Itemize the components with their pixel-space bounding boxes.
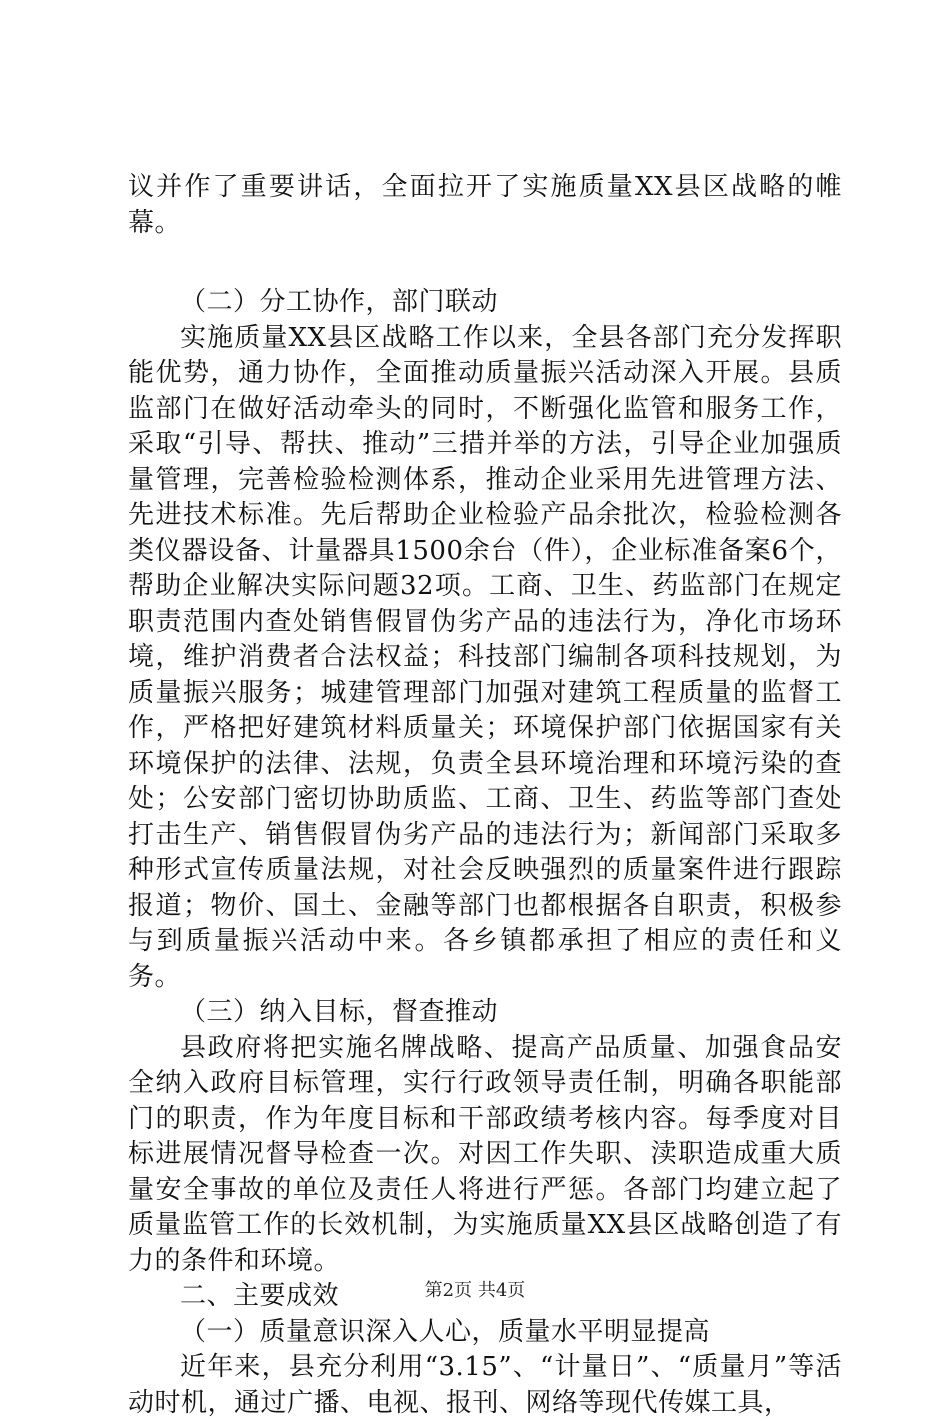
paragraph-body: 县政府将把实施名牌战略、提高产品质量、加强食品安全纳入政府目标管理，实行行政领导责任制，明确各职能部门的职责，作为年度目标和干部政绩考核内容。每季度对目标进展情况督导检查一次。对因工作失职、渎职造成重大质量安全事故的单位及责任人将进行严惩。各部门均建立起了质量监管工作的长效机制，为实施质量XX县区战略创造了有力的条件和环境。 (128, 1032, 842, 1276)
page-footer: 第2页 共4页 (424, 1280, 526, 1301)
paragraph-body: 实施质量XX县区战略工作以来，全县各部门充分发挥职能优势，通力协作，全面推动质量振兴活动深入开展。县质监部门在做好活动牵头的同时，不断强化监管和服务工作，采取“引导、帮扶、推动”三措并举的方法，引导企业加强质量管理，完善检验检测体系，推动企业采用先进管理方法、先进技术标准。先后帮助企业检验产品余批次，检验检测各类仪器设备、计量器具1500余台（件），企业标准备案6个，帮助企业解决实际问题32项。工商、卫生、药监部门在规定职责范围内查处销售假冒伪劣产品的违法行为，净化市场环境，维护消费者合法权益；科技部门编制各项科技规划，为质量振兴服务；城建管理部门加强对建筑工程质量的监督工作，严格把好建筑材料质量关；环境保护部门依据国家有关环境保护的法律、法规，负责全县环境治理和环境污染的查处；公安部门密切协助质监、工商、卫生、药监等部门查处打击生产、销售假冒伪劣产品的违法行为；新闻部门采取多种形式宣传质量法规，对社会反映强烈的质量案件进行跟踪报道；物价、国土、金融等部门也都根据各自职责，积极参与到质量振兴活动中来。各乡镇都承担了相应的责任和义务。 (128, 322, 842, 992)
paragraph-body: 近年来，县充分利用“3.15”、“计量日”、“质量月”等活动时机，通过广播、电视、报刊、网络等现代传媒工具， (128, 1352, 842, 1418)
section-heading-1: （一）质量意识深入人心，质量水平明显提高 (180, 1316, 711, 1347)
paragraph-continuation: 议并作了重要讲话，全面拉开了实施质量XX县区战略的帷幕。 (128, 172, 842, 238)
section-heading-2: （二）分工协作，部门联动 (180, 287, 499, 317)
chapter-heading: 二、主要成效 (180, 1281, 340, 1311)
document-body (128, 170, 842, 1421)
paragraph-gap (128, 241, 842, 285)
section-heading-3: （三）纳入目标，督查推动 (180, 997, 499, 1027)
